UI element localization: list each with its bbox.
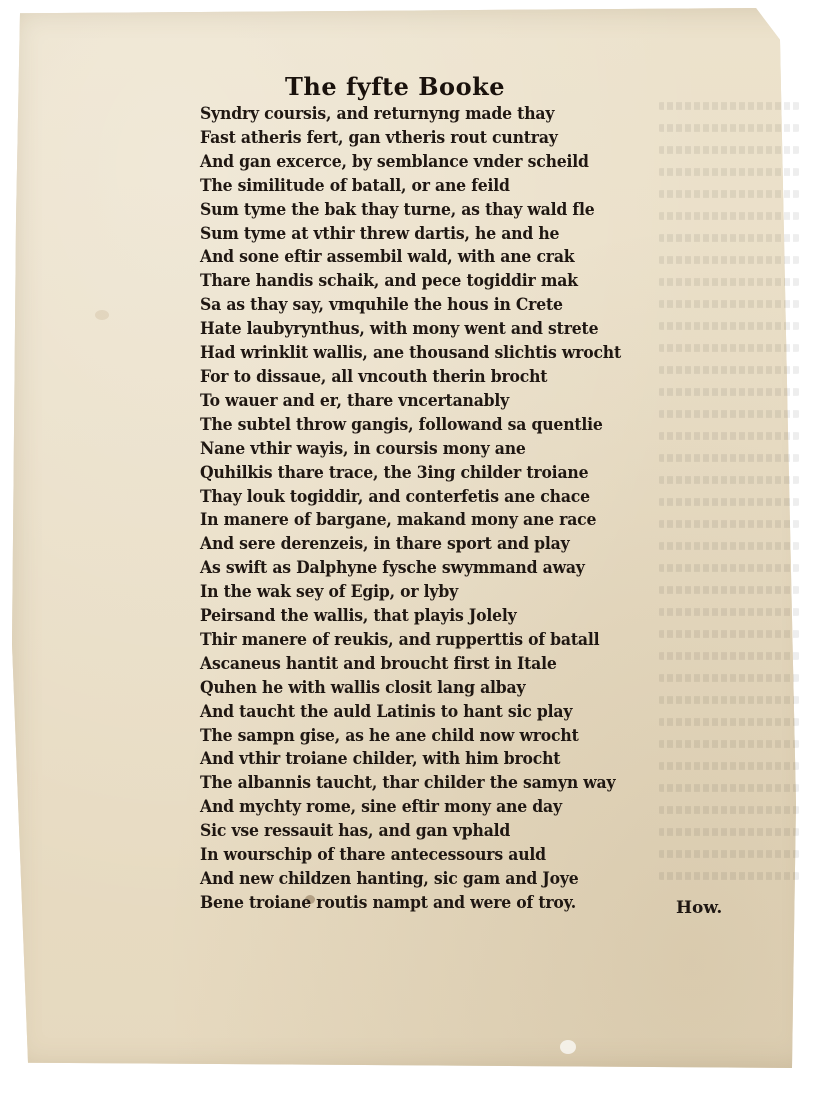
verse-line: And sere derenzeis, in thare sport and play [200, 534, 570, 555]
verse-line: And sone eftir assembil wald, with ane crak [200, 247, 575, 268]
verse-line: In manere of bargane, makand mony ane race [200, 510, 597, 531]
verse-line: Syndry coursis, and returnyng made thay [200, 104, 555, 124]
verse-line: Had wrinklit wallis, ane thousand slichtis wrocht [200, 343, 622, 364]
verse-line: To wauer and er, thare vncertanably [200, 390, 510, 411]
verse-line: Nane vthir wayis, in coursis mony ane [200, 438, 526, 459]
verse-line: Sa as thay say, vmquhile the hous in Crete [200, 295, 563, 316]
verse-line: Fast atheris fert, gan vtheris rout cuntray [200, 127, 558, 148]
verse-line: The sampn gise, as he ane child now wrocht [200, 725, 579, 746]
verse-line: And mychty rome, sine eftir mony ane day [200, 797, 562, 818]
page-text-block [200, 72, 660, 916]
verse-line: Thir manere of reukis, and rupperttis of batall [200, 629, 600, 650]
verse-line: Hate laubyrynthus, with mony went and strete [200, 319, 599, 340]
verse-line: Thare handis schaik, and pece togiddir mak [200, 271, 578, 292]
verse-line: The similitude of batall, or ane feild [200, 175, 510, 196]
verse-line: Quhilkis thare trace, the 3ing childer troiane [200, 462, 589, 483]
verse-line: Sum tyme at vthir threw dartis, he and he [200, 223, 560, 244]
verse-lines [200, 103, 660, 916]
verse-line: And taucht the auld Latinis to hant sic play [200, 701, 573, 722]
verse-line: As swift as Dalphyne fysche swymmand away [200, 558, 585, 579]
verse-line: For to dissaue, all vncouth therin brocht [200, 366, 548, 387]
verse-line: The albannis taucht, thar childer the samyn way [200, 773, 616, 794]
verse-line: And new childzen hanting, sic gam and Joye [200, 869, 579, 889]
verse-line: In the wak sey of Egip, or lyby [200, 582, 458, 603]
verse-line: The subtel throw gangis, followand sa quentlie [200, 414, 603, 435]
verse-line: Sum tyme the bak thay turne, as thay wald fle [200, 199, 595, 220]
verse-line: Ascaneus hantit and broucht first in Itale [200, 653, 557, 674]
verse-line: Peirsand the wallis, that playis Jolely [200, 606, 517, 627]
catchword: How. [676, 898, 723, 918]
verse-line: And gan excerce, by semblance vnder scheild [200, 151, 589, 172]
verse-line: And vthir troiane childer, with him brocht [200, 749, 561, 770]
verse-line: Thay louk togiddir, and conterfetis ane chace [200, 486, 590, 507]
verse-line: In wourschip of thare antecessours auld [200, 845, 546, 866]
running-head: The fyfte Booke [285, 72, 505, 101]
verse-line: Sic vse ressauit has, and gan vphald [200, 821, 511, 842]
verse-line: Bene troiane routis nampt and were of troy. [200, 892, 577, 913]
verse-line: Quhen he with wallis closit lang albay [200, 677, 526, 698]
